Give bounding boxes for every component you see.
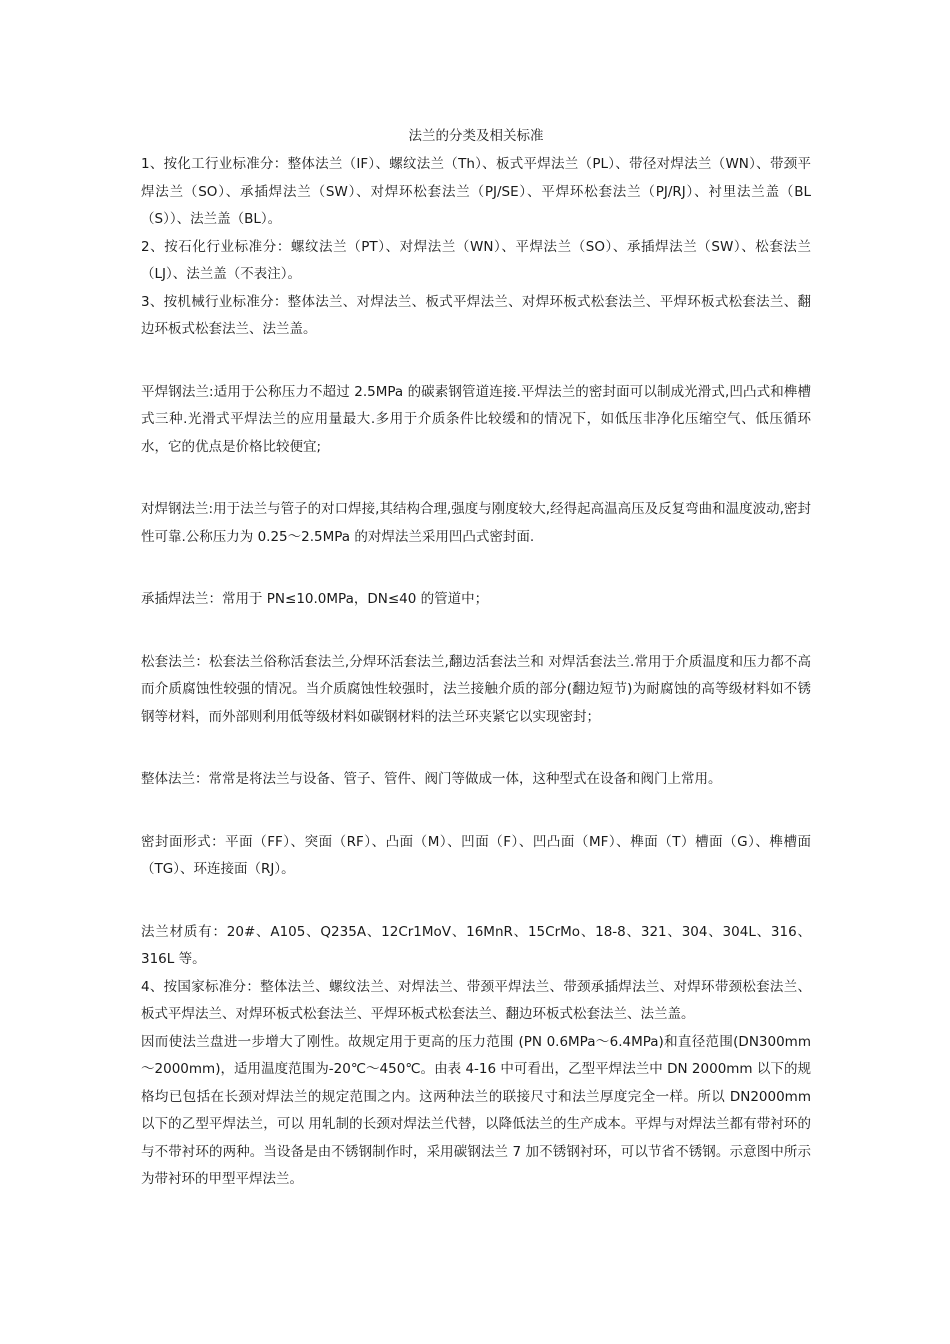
paragraph-slip-on-flange: 平焊钢法兰:适用于公称压力不超过 2.5MPa 的碳素钢管道连接.平焊法兰的密封面可以制成光滑式,凹凸式和榫槽式三种.光滑式平焊法兰的应用量最大.多用于介质条件比较缓和的情况下，如低压非净化压缩空气、低压循环水，它的优点是价格比较便宜; <box>141 383 811 455</box>
spacer <box>141 614 811 649</box>
paragraph-petrochemical-standard: 2、按石化行业标准分：螺纹法兰（PT）、对焊法兰（WN）、平焊法兰（SO）、承插焊法兰（SW）、松套法兰（LJ）、法兰盖（不表注）。 <box>141 238 811 282</box>
spacer <box>141 461 811 496</box>
paragraph-mechanical-standard: 3、按机械行业标准分：整体法兰、对焊法兰、板式平焊法兰、对焊环板式松套法兰、平焊环板式松套法兰、翻边环板式松套法兰、法兰盖。 <box>141 293 811 337</box>
paragraph-lap-joint-flange: 松套法兰：松套法兰俗称活套法兰,分焊环活套法兰,翻边活套法兰和 对焊活套法兰.常用于介质温度和压力都不高而介质腐蚀性较强的情况。当介质腐蚀性较强时，法兰接触介质的部分(翻边短节)为耐腐蚀的高等级材料如不锈钢等材料，而外部则利用低等级材料如碳钢材料的法兰环夹紧它以实现密封； <box>141 653 811 725</box>
paragraph-pressure-range: 因而使法兰盘进一步增大了刚性。故规定用于更高的压力范围 (PN 0.6MPa～6.4MPa)和直径范围(DN300mm～2000mm)，适用温度范围为-20℃～450℃。由表 4-16 中可看出，乙型平焊法兰中 DN 2000mm 以下的规格均已包括在长颈对焊法兰的规定范围之内。这两种法兰的联接尺寸和法兰厚度完全一样。所以 DN2000mm 以下的乙型平焊法兰，可以 用轧制的长颈对焊法兰代替，以降低法兰的生产成本。平焊与对焊法兰都有带衬环的与不带衬环的两种。当设备是由不锈钢制作时，采用碳钢法兰 7 加不锈钢衬环，可以节省不锈钢。示意图中所示为带衬环的甲型平焊法兰。 <box>141 1033 811 1187</box>
document-page <box>141 125 811 1194</box>
spacer <box>141 731 811 766</box>
paragraph-chemical-standard: 1、按化工行业标准分：整体法兰（IF）、螺纹法兰（Th）、板式平焊法兰（PL）、带径对焊法兰（WN）、带颈平焊法兰（SO）、承插焊法兰（SW）、对焊环松套法兰（PJ/SE）、平焊环松套法兰（PJ/RJ）、衬里法兰盖（BL（S））、法兰盖（BL）。 <box>141 156 811 227</box>
spacer <box>141 551 811 586</box>
paragraph-weld-neck-flange: 对焊钢法兰:用于法兰与管子的对口焊接,其结构合理,强度与刚度较大,经得起高温高压及反复弯曲和温度波动,密封性可靠.公称压力为 0.25～2.5MPa 的对焊法兰采用凹凸式密封面. <box>141 501 811 545</box>
spacer <box>141 794 811 829</box>
document-title: 法兰的分类及相关标准 <box>408 128 544 144</box>
paragraph-flange-materials: 法兰材质有：20#、A105、Q235A、12Cr1MoV、16MnR、15CrMo、18-8、321、304、304L、316、316L 等。 <box>141 923 811 967</box>
paragraph-integral-flange: 整体法兰：常常是将法兰与设备、管子、管件、阀门等做成一体，这种型式在设备和阀门上常用。 <box>141 771 722 787</box>
paragraph-national-standard: 4、按国家标准分：整体法兰、螺纹法兰、对焊法兰、带颈平焊法兰、带颈承插焊法兰、对焊环带颈松套法兰、板式平焊法兰、对焊环板式松套法兰、平焊环板式松套法兰、翻边环板式松套法兰、法兰盖。 <box>141 978 811 1022</box>
paragraph-socket-weld-flange: 承插焊法兰：常用于 PN≤10.0MPa，DN≤40 的管道中； <box>141 591 489 607</box>
spacer <box>141 884 811 919</box>
spacer <box>141 344 811 379</box>
paragraph-sealing-face-types: 密封面形式：平面（FF）、突面（RF）、凸面（M）、凹面（F）、凹凸面（MF）、榫面（T）槽面（G）、榫槽面（TG）、环连接面（RJ）。 <box>141 833 811 877</box>
